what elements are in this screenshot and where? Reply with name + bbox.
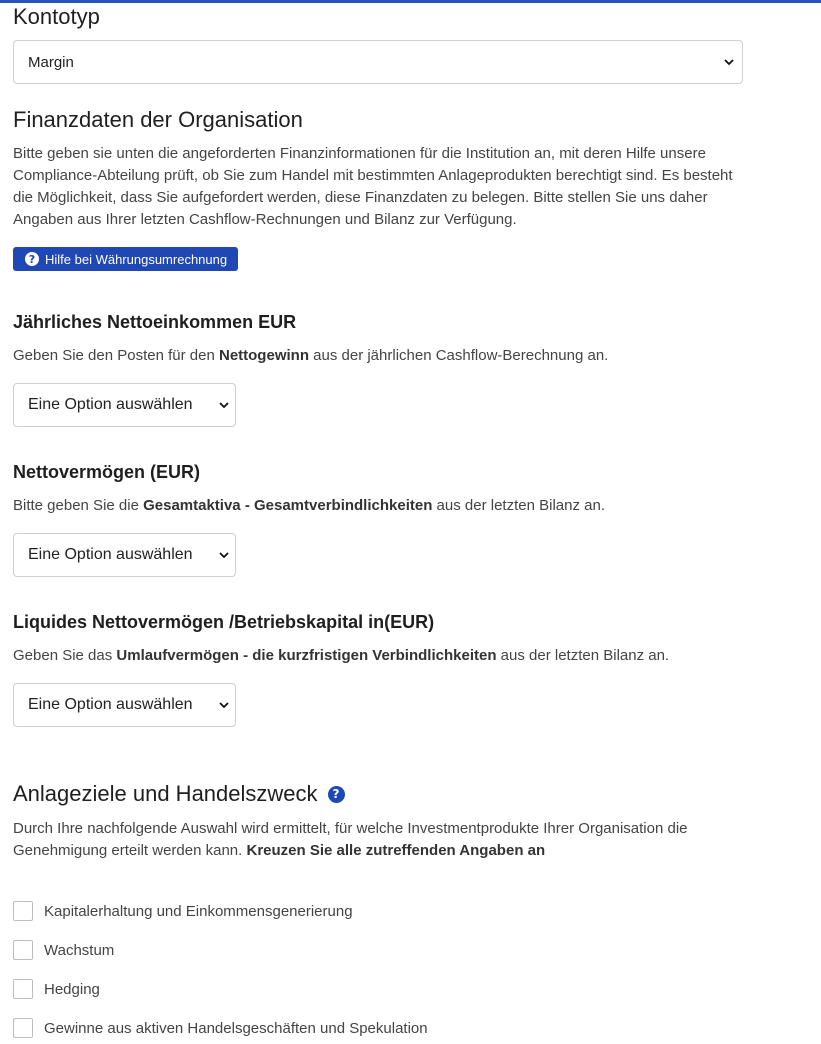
liquid-net-worth-keyword: Umlaufvermögen - die kurzfristigen Verbindlichkeiten bbox=[116, 647, 497, 664]
objective-label: Gewinne aus aktiven Handelsgeschäften und Spekulation bbox=[44, 1019, 428, 1037]
account-type-select[interactable] bbox=[13, 40, 743, 84]
objective-option[interactable] bbox=[13, 939, 114, 961]
objectives-heading: Anlageziele und Handelszweck bbox=[13, 781, 318, 806]
question-circle-icon[interactable]: ? bbox=[328, 786, 345, 803]
net-income-heading: Jährliches Nettoeinkommen EUR bbox=[13, 312, 297, 332]
net-worth-heading: Nettovermögen (EUR) bbox=[13, 462, 201, 482]
currency-help-button[interactable] bbox=[13, 247, 238, 271]
objectives-description: Durch Ihre nachfolgende Auswahl wird ermittelt, für welche Investmentprodukte Ihrer Organisation die Genehmigung erteilt werden kann. Kreuzen Sie alle zutreffenden Angaben an bbox=[13, 820, 688, 859]
chevron-down-icon bbox=[219, 550, 229, 560]
finance-heading: Finanzdaten der Organisation bbox=[13, 107, 303, 132]
objective-checkbox[interactable] bbox=[13, 979, 33, 999]
account-type-value: Margin bbox=[28, 53, 74, 71]
liquid-net-worth-description: Geben Sie das Umlaufvermögen - die kurzfristigen Verbindlichkeiten aus der letzten Bilanz an. bbox=[13, 647, 670, 664]
net-income-value: Eine Option auswählen bbox=[28, 396, 193, 413]
liquid-net-worth-heading: Liquides Nettovermögen /Betriebskapital in(EUR) bbox=[13, 612, 435, 632]
currency-help-label: Hilfe bei Währungsumrechnung bbox=[45, 251, 228, 267]
objective-label: Wachstum bbox=[44, 941, 115, 959]
objective-label: Hedging bbox=[44, 980, 100, 998]
net-income-keyword: Nettogewinn bbox=[218, 347, 309, 364]
net-worth-description: Bitte geben Sie die Gesamtaktiva - Gesamtverbindlichkeiten aus der letzten Bilanz an. bbox=[13, 497, 605, 514]
objective-checkbox[interactable] bbox=[13, 1018, 33, 1038]
objective-option[interactable] bbox=[13, 1017, 428, 1039]
net-worth-value: Eine Option auswählen bbox=[28, 546, 193, 563]
account-type-heading: Kontotyp bbox=[13, 4, 100, 29]
net-worth-select[interactable] bbox=[13, 533, 236, 577]
net-income-description: Geben Sie den Posten für den Nettogewinn aus der jährlichen Cashflow-Berechnung an. bbox=[13, 347, 609, 364]
objective-checkbox[interactable] bbox=[13, 901, 33, 921]
liquid-net-worth-value: Eine Option auswählen bbox=[28, 696, 193, 713]
chevron-down-icon bbox=[219, 400, 229, 410]
chevron-down-icon bbox=[724, 57, 734, 67]
objective-option[interactable] bbox=[13, 978, 100, 1000]
liquid-net-worth-select[interactable] bbox=[13, 683, 236, 727]
top-accent-bar bbox=[0, 0, 821, 3]
objective-option[interactable] bbox=[13, 900, 353, 922]
finance-description: Bitte geben sie unten die angeforderten Finanzinformationen für die Institution an, mit deren Hilfe unsere Compliance-Abteilung prüft, ob Sie zum Handel mit bestimmten Anlageprodukten berechtigt sind. Es besteht die Möglichkeit, dass Sie aufgefordert werden, diese Finanzdaten zu belegen. Bitte stellen Sie uns daher Angaben aus Ihrer letzten Cashflow-Rechnungen und Bilanz zur Verfügung. bbox=[13, 145, 733, 228]
objectives-instruction: Kreuzen Sie alle zutreffenden Angaben an bbox=[246, 842, 546, 859]
chevron-down-icon bbox=[219, 700, 229, 710]
net-worth-keyword: Gesamtaktiva - Gesamtverbindlichkeiten bbox=[143, 497, 433, 514]
net-income-select[interactable] bbox=[13, 383, 236, 427]
objective-checkbox[interactable] bbox=[13, 940, 33, 960]
objectives-heading-row bbox=[13, 781, 345, 807]
question-circle-icon: ? bbox=[25, 252, 39, 266]
objective-label: Kapitalerhaltung und Einkommensgenerierung bbox=[44, 902, 353, 920]
